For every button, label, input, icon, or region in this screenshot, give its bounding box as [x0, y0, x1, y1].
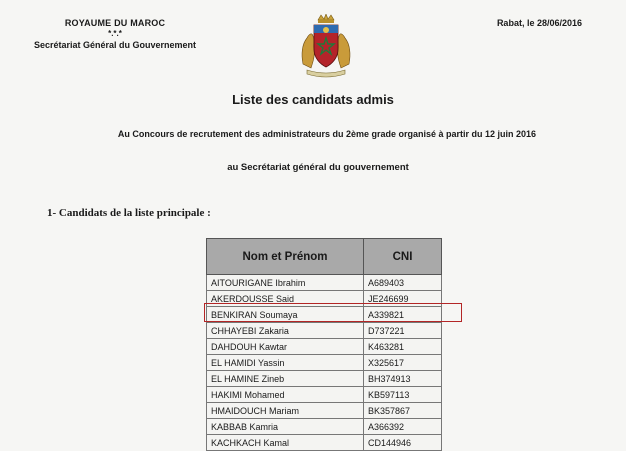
candidate-cni-cell: X325617	[364, 355, 442, 371]
candidate-name-cell: CHHAYEBI Zakaria	[207, 323, 364, 339]
table-row	[207, 387, 442, 403]
candidate-cni-cell: A689403	[364, 275, 442, 291]
highlight-box	[204, 303, 462, 322]
table-row	[207, 323, 442, 339]
document-subtitle-line2: au Secrétariat général du gouvernement	[227, 162, 409, 173]
document-title: Liste des candidats admis	[232, 92, 394, 107]
candidate-cni-cell: JE246699	[364, 291, 442, 307]
kingdom-name: ROYAUME DU MAROC	[64, 18, 166, 28]
candidate-name-cell: EL HAMIDI Yassin	[207, 355, 364, 371]
header-stars: *.*.*	[108, 29, 122, 38]
candidate-cni-cell: K463281	[364, 339, 442, 355]
candidate-name-cell: DAHDOUH Kawtar	[207, 339, 364, 355]
table-row	[207, 403, 442, 419]
candidate-name-cell: HAKIMI Mohamed	[207, 387, 364, 403]
header-left-block	[0, 18, 230, 50]
table-row	[207, 371, 442, 387]
table-header-row	[207, 239, 442, 275]
candidate-cni-cell: D737221	[364, 323, 442, 339]
table-row	[207, 275, 442, 291]
document-subtitle-line1: Au Concours de recrutement des administrateurs du 2ème grade organisé à partir du 12 juin 2016	[117, 129, 537, 139]
candidate-cni-cell: KB597113	[364, 387, 442, 403]
candidates-table	[206, 238, 442, 451]
candidate-cni-cell: BH374913	[364, 371, 442, 387]
candidate-name-cell: HMAIDOUCH Mariam	[207, 403, 364, 419]
place-and-date: Rabat, le 28/06/2016	[496, 18, 582, 28]
column-header-cni: CNI	[364, 239, 442, 275]
candidate-name-cell: BENKIRAN Soumaya	[207, 307, 364, 323]
candidate-name-cell: KABBAB Kamria	[207, 419, 364, 435]
table-row	[207, 435, 442, 451]
table-row	[207, 419, 442, 435]
table-row	[207, 355, 442, 371]
organization-name: Secrétariat Général du Gouvernement	[33, 40, 197, 50]
candidate-cni-cell: A339821	[364, 307, 442, 323]
candidate-name-cell: KACHKACH Kamal	[207, 435, 364, 451]
column-header-name: Nom et Prénom	[207, 239, 364, 275]
section-heading: 1- Candidats de la liste principale :	[47, 207, 211, 219]
candidate-name-cell: AKERDOUSSE Said	[207, 291, 364, 307]
candidate-cni-cell: A366392	[364, 419, 442, 435]
candidate-name-cell: AITOURIGANE Ibrahim	[207, 275, 364, 291]
table-row	[207, 339, 442, 355]
candidate-cni-cell: BK357867	[364, 403, 442, 419]
candidate-cni-cell: CD144946	[364, 435, 442, 451]
candidate-name-cell: EL HAMINE Zineb	[207, 371, 364, 387]
moroccan-coat-of-arms-emblem-icon	[299, 14, 353, 78]
